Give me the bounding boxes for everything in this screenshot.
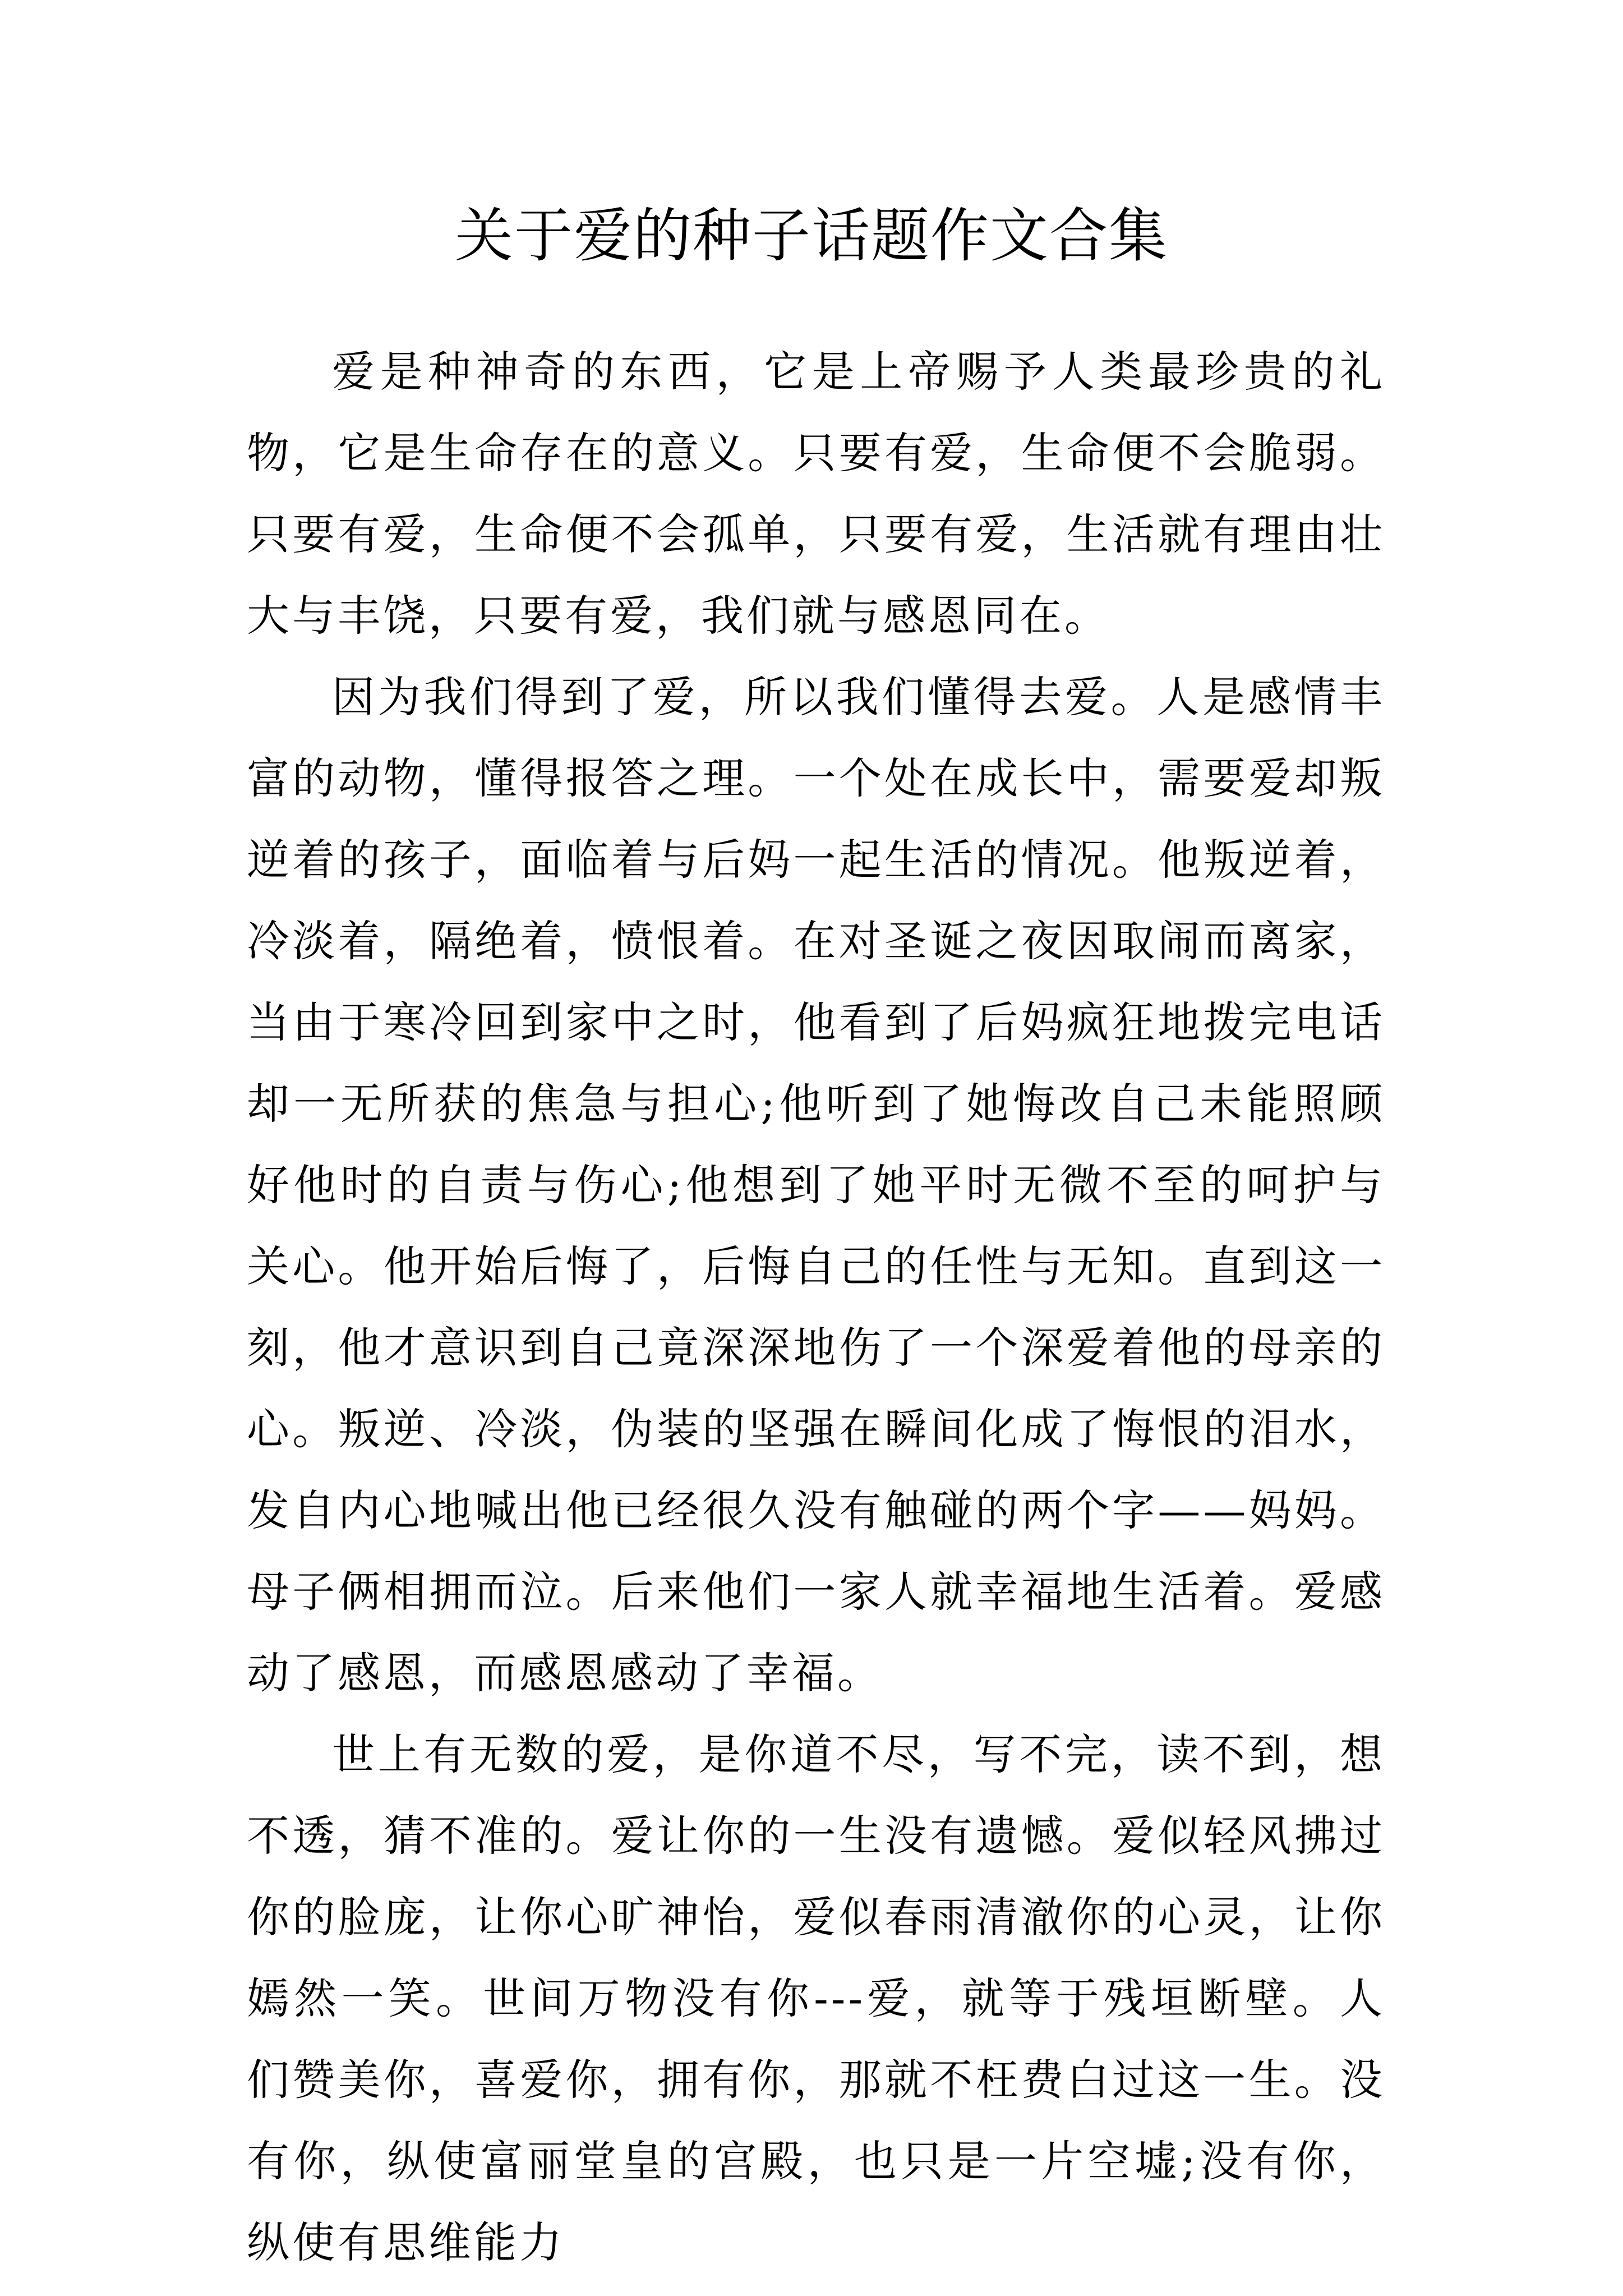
document-body — [247, 331, 1385, 2283]
paragraph-2: 因为我们得到了爱，所以我们懂得去爱。人是感情丰富的动物，懂得报答之理。一个处在成长中，需要爱却叛逆着的孩子，面临着与后妈一起生活的情况。他叛逆着，冷淡着，隔绝着，愤恨着。在对圣诞之夜因取闹而离家，当由于寒冷回到家中之时，他看到了后妈疯狂地拨完电话却一无所获的焦急与担心;他听到了她悔改自己未能照顾好他时的自责与伤心;他想到了她平时无微不至的呵护与关心。他开始后悔了，后悔自己的任性与无知。直到这一刻，他才意识到自己竟深深地伤了一个深爱着他的母亲的心。叛逆、冷淡，伪装的坚强在瞬间化成了悔恨的泪水，发自内心地喊出他已经很久没有触碰的两个字——妈妈。母子俩相拥而泣。后来他们一家人就幸福地生活着。爱感动了感恩，而感恩感动了幸福。 — [247, 672, 1385, 1698]
paragraph-3: 世上有无数的爱，是你道不尽，写不完，读不到，想不透，猜不准的。爱让你的一生没有遗憾。爱似轻风拂过你的脸庞，让你心旷神怡，爱似春雨清澈你的心灵，让你嫣然一笑。世间万物没有你---爱，就等于残垣断壁。人们赞美你，喜爱你，拥有你，那就不枉费白过这一生。没有你，纵使富丽堂皇的宫殿，也只是一片空墟;没有你，纵使有思维能力 — [247, 1729, 1385, 2267]
document-title: 关于爱的种子话题作文合集 — [454, 201, 1168, 270]
paragraph-1: 爱是种神奇的东西，它是上帝赐予人类最珍贵的礼物，它是生命存在的意义。只要有爱，生命便不会脆弱。只要有爱，生命便不会孤单，只要有爱，生活就有理由壮大与丰饶，只要有爱，我们就与感恩同在。 — [247, 347, 1385, 641]
